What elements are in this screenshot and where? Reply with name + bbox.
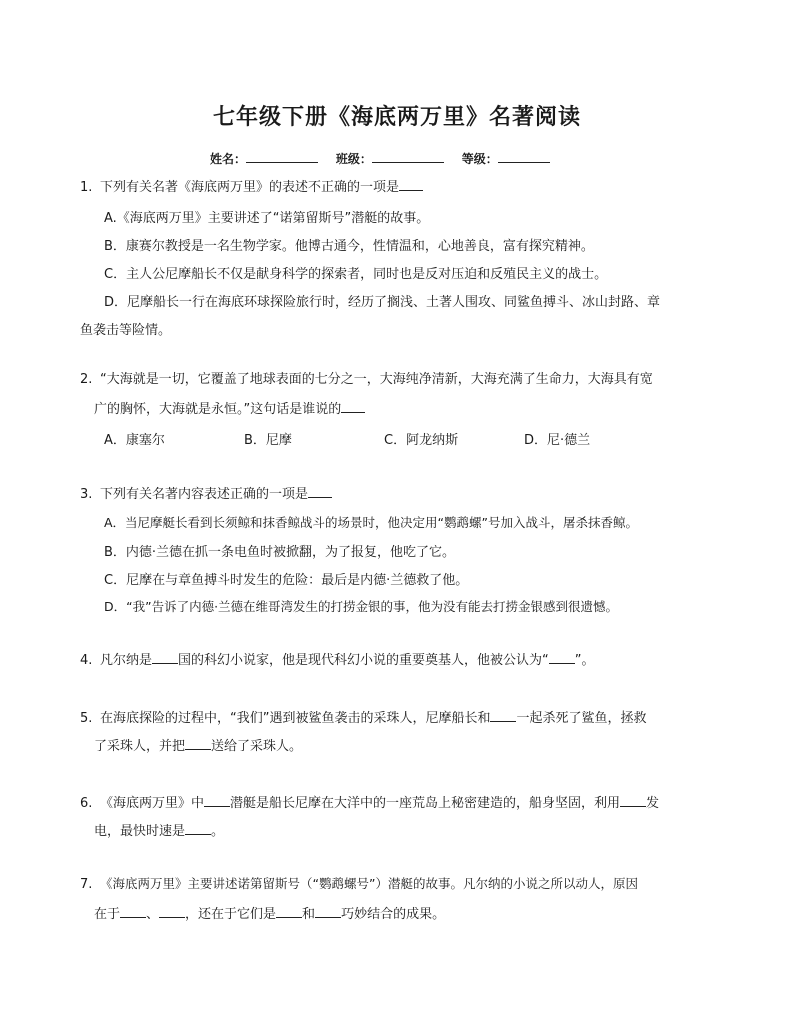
student-info-line bbox=[210, 150, 564, 167]
question-text: 一起杀死了鲨鱼，拯救 bbox=[516, 711, 647, 726]
question-number: 4. bbox=[80, 653, 93, 668]
question-4-stem bbox=[80, 652, 595, 667]
question-1-option-d-continued: 鱼袭击等险情。 bbox=[80, 323, 172, 338]
question-3-option-d: D．“我”告诉了内德·兰德在维哥湾发生的打捞金银的事，他为没有能去打捞金银感到很遗憾。 bbox=[104, 599, 619, 614]
page-title: 七年级下册《海底两万里》名著阅读 bbox=[212, 104, 581, 130]
question-text: 《海底两万里》主要讲述诺第留斯号（“鹦鹉螺号”）潜艇的故事。凡尔纳的小说之所以动人，原因 bbox=[100, 876, 638, 891]
question-text: 下列有关名著《海底两万里》的表述不正确的一项是 bbox=[100, 180, 400, 195]
question-text: 了采珠人，并把 bbox=[94, 739, 186, 754]
grade-label: 等级： bbox=[461, 152, 498, 166]
question-number: 3. bbox=[80, 487, 93, 502]
answer-blank bbox=[341, 401, 365, 413]
question-7-stem-line-2 bbox=[94, 906, 445, 921]
question-text: 广的胸怀，大海就是永恒。”这句话是谁说的 bbox=[94, 402, 342, 417]
answer-blank bbox=[204, 795, 230, 807]
question-5-stem-line-1 bbox=[80, 710, 647, 725]
answer-blank bbox=[490, 710, 516, 722]
question-1-stem bbox=[80, 179, 423, 194]
question-3-option-b: B．内德·兰德在抓一条电鱼时被掀翻，为了报复，他吃了它。 bbox=[104, 545, 456, 560]
question-number: 7. bbox=[80, 877, 93, 892]
answer-blank bbox=[620, 795, 646, 807]
question-1-option-c: C．主人公尼摩船长不仅是献身科学的探索者，同时也是反对压迫和反殖民主义的战士。 bbox=[104, 267, 608, 282]
question-5-stem-line-2 bbox=[94, 738, 302, 753]
question-text: 在于 bbox=[94, 907, 121, 922]
question-3-stem bbox=[80, 486, 332, 501]
question-text: 在海底探险的过程中，“我们”遇到被鲨鱼袭击的采珠人，尼摩船长和 bbox=[100, 711, 491, 726]
answer-blank bbox=[159, 906, 185, 918]
question-text: 潜艇是船长尼摩在大洋中的一座荒岛上秘密建造的，船身坚固，利用 bbox=[230, 796, 621, 811]
answer-blank bbox=[185, 823, 211, 835]
question-2-option-a: A．康塞尔 bbox=[104, 433, 165, 448]
question-text: 。 bbox=[211, 824, 225, 839]
question-text: 电，最快时速是 bbox=[94, 824, 186, 839]
answer-blank bbox=[120, 906, 146, 918]
class-label: 班级： bbox=[335, 152, 372, 166]
answer-blank bbox=[152, 652, 178, 664]
name-label: 姓名： bbox=[210, 152, 247, 166]
answer-blank bbox=[399, 179, 423, 191]
question-text: “大海就是一切，它覆盖了地球表面的七分之一，大海纯净清新，大海充满了生命力，大海具有宽 bbox=[100, 372, 653, 387]
question-text: 巧妙结合的成果。 bbox=[341, 907, 446, 922]
question-text: 和 bbox=[302, 907, 316, 922]
question-text: 发 bbox=[646, 796, 660, 811]
question-text: 下列有关名著内容表述正确的一项是 bbox=[100, 487, 309, 502]
question-2-stem-line-2 bbox=[94, 401, 365, 416]
question-text: ”。 bbox=[574, 653, 595, 668]
question-number: 5. bbox=[80, 711, 93, 726]
question-text: 国的科幻小说家，他是现代科幻小说的重要奠基人，他被公认为“ bbox=[178, 653, 549, 668]
question-1-option-b: B．康赛尔教授是一名生物学家。他博古通今，性情温和，心地善良，富有探究精神。 bbox=[104, 239, 594, 254]
grade-blank bbox=[498, 151, 550, 163]
class-blank bbox=[372, 151, 444, 163]
question-2-stem-line-1 bbox=[80, 373, 653, 386]
question-text: 凡尔纳是 bbox=[100, 653, 153, 668]
question-6-stem-line-1 bbox=[80, 795, 659, 810]
question-text: 、 bbox=[146, 907, 160, 922]
answer-blank bbox=[276, 906, 302, 918]
question-number: 2. bbox=[80, 372, 93, 387]
answer-blank bbox=[185, 738, 211, 750]
answer-blank bbox=[315, 906, 341, 918]
question-2-option-b: B．尼摩 bbox=[244, 433, 292, 448]
question-number: 6. bbox=[80, 796, 93, 811]
answer-blank bbox=[308, 486, 332, 498]
answer-blank bbox=[549, 652, 575, 664]
question-6-stem-line-2 bbox=[94, 823, 224, 838]
question-text: 送给了采珠人。 bbox=[211, 739, 303, 754]
question-text: ，还在于它们是 bbox=[185, 907, 277, 922]
question-text: 《海底两万里》中 bbox=[100, 796, 205, 811]
question-1-option-a: A.《海底两万里》主要讲述了“诺第留斯号”潜艇的故事。 bbox=[104, 211, 430, 226]
question-7-stem-line-1 bbox=[80, 878, 638, 891]
question-number: 1. bbox=[80, 180, 93, 195]
name-blank bbox=[246, 151, 318, 163]
question-2-option-c: C．阿龙纳斯 bbox=[384, 433, 459, 448]
question-3-option-c: C．尼摩在与章鱼搏斗时发生的危险：最后是内德·兰德救了他。 bbox=[104, 573, 469, 588]
question-3-option-a: A．当尼摩艇长看到长须鲸和抹香鲸战斗的场景时，他决定用“鹦鹉螺”号加入战斗，屠杀抹香鲸。 bbox=[104, 515, 639, 530]
question-2-option-d: D．尼·德兰 bbox=[524, 433, 591, 448]
question-1-option-d: D．尼摩船长一行在海底环球探险旅行时，经历了搁浅、土著人围攻、同鲨鱼搏斗、冰山封路、章 bbox=[104, 295, 661, 310]
